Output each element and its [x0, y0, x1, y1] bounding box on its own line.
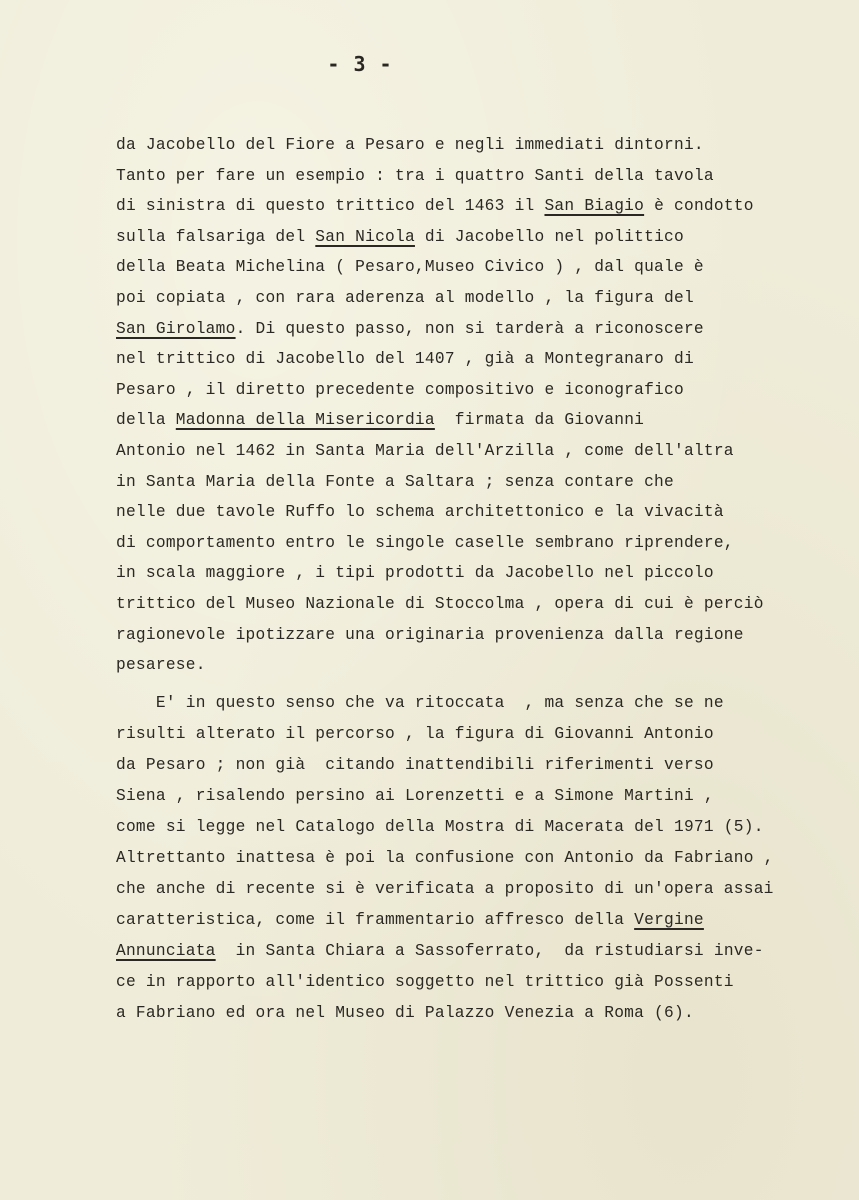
line-text: che anche di recente si è verificata a proposito di un'opera assai — [116, 880, 774, 898]
text-line — [116, 725, 714, 743]
text-line — [116, 694, 724, 712]
underlined-title: Madonna della Misericordia — [175, 411, 435, 430]
line-text: di sinistra di questo trittico del 1463 il — [116, 197, 545, 216]
text-line — [116, 442, 734, 460]
underlined-title: Vergine — [634, 911, 704, 929]
text-line — [116, 564, 714, 582]
line-text: . Di questo passo, non si tarderà a riconoscere — [235, 319, 704, 338]
line-text: in scala maggiore , i tipi prodotti da Jacobello nel piccolo — [116, 564, 714, 583]
line-text: pesarese. — [116, 656, 206, 675]
line-text: come si legge nel Catalogo della Mostra di Macerata del 1971 (5). — [116, 818, 764, 836]
line-text: ragionevole ipotizzare una originaria provenienza dalla regione — [116, 625, 744, 644]
line-text: Antonio nel 1462 in Santa Maria dell'Arzilla , come dell'altra — [116, 442, 734, 460]
text-line — [116, 381, 684, 399]
underlined-title: San Nicola — [315, 227, 415, 246]
underlined-title: San Girolamo — [116, 319, 236, 338]
line-text: sulla falsariga del — [116, 227, 316, 246]
text-line — [116, 228, 684, 246]
text-line — [116, 756, 714, 774]
line-text: Siena , risalendo persino ai Lorenzetti e a Simone Martini , — [116, 787, 714, 805]
line-text: E' in questo senso che va ritoccata , ma senza che se ne — [116, 694, 724, 712]
text-line — [116, 350, 694, 368]
text-line — [116, 911, 704, 929]
text-line — [116, 534, 734, 552]
text-line — [116, 473, 674, 491]
line-text: caratteristica, come il frammentario affresco della — [116, 911, 635, 929]
text-line — [116, 167, 714, 185]
text-line — [116, 849, 774, 867]
text-line — [116, 289, 694, 307]
underlined-title: San Biagio — [544, 197, 645, 216]
text-line — [116, 503, 724, 521]
line-text: di comportamento entro le singole caselle sembrano riprendere, — [116, 533, 734, 552]
text-line — [116, 626, 744, 644]
line-text: trittico del Museo Nazionale di Stoccolma , opera di cui è perciò — [116, 595, 764, 613]
text-line — [116, 656, 206, 674]
line-text: ce in rapporto all'identico soggetto nel trittico già Possenti — [116, 973, 734, 991]
text-line — [116, 411, 644, 429]
line-text: da Jacobello del Fiore a Pesaro e negli immediati dintorni. — [116, 136, 704, 154]
line-text: in Santa Maria della Fonte a Saltara ; senza contare che — [116, 472, 674, 491]
line-text: a Fabriano ed ora nel Museo di Palazzo Venezia a Roma (6). — [116, 1004, 694, 1022]
line-text: della — [116, 411, 176, 430]
line-text: nelle due tavole Ruffo lo schema architettonico e la vivacità — [116, 503, 724, 522]
text-line — [116, 197, 754, 215]
text-line — [116, 973, 734, 991]
line-text: risulti alterato il percorso , la figura di Giovanni Antonio — [116, 725, 714, 743]
underlined-title: Annunciata — [116, 942, 216, 960]
text-line — [116, 320, 704, 338]
page-number: - 3 - — [327, 52, 393, 76]
text-line — [116, 787, 714, 805]
line-text: poi copiata , con rara aderenza al modello , la figura del — [116, 289, 694, 307]
text-line — [116, 1004, 694, 1022]
line-text: Tanto per fare un esempio : tra i quattro Santi della tavola — [116, 166, 714, 185]
text-line — [116, 880, 774, 898]
text-line — [116, 258, 704, 276]
line-text: in Santa Chiara a Sassoferrato, da ristudiarsi inve- — [215, 942, 764, 960]
text-line — [116, 818, 764, 836]
line-text: è condotto — [644, 197, 754, 216]
line-text: da Pesaro ; non già citando inattendibili riferimenti verso — [116, 756, 714, 774]
line-text: firmata da Giovanni — [434, 411, 645, 430]
line-text: di Jacobello nel polittico — [414, 227, 684, 246]
text-line — [116, 595, 764, 613]
line-text: Pesaro , il diretto precedente compositivo e iconografico — [116, 380, 684, 399]
line-text: Altrettanto inattesa è poi la confusione con Antonio da Fabriano , — [116, 849, 774, 867]
line-text: nel trittico di Jacobello del 1407 , già a Montegranaro di — [116, 350, 694, 369]
text-line — [116, 942, 764, 960]
text-line — [116, 136, 704, 154]
line-text: della Beata Michelina ( Pesaro,Museo Civico ) , dal quale è — [116, 258, 704, 277]
